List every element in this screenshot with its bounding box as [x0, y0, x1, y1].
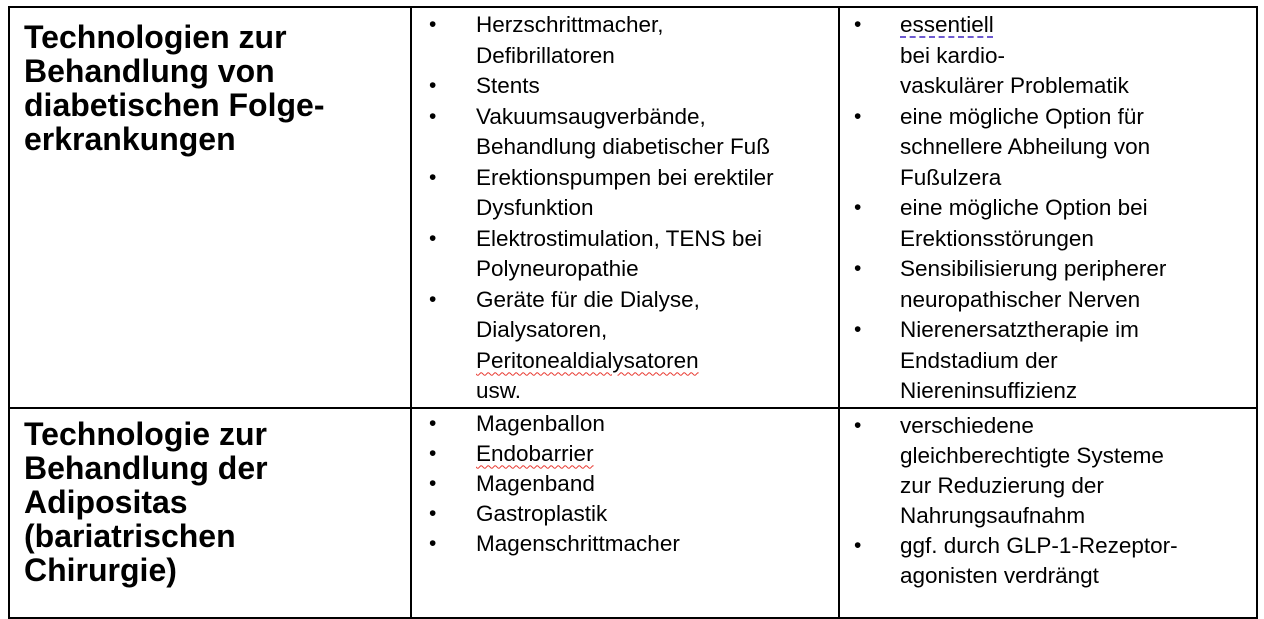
grammar-flagged-word[interactable]: • essentiell: [900, 12, 994, 37]
list-item: [412, 71, 838, 102]
table-row-diabetic-complications: [9, 7, 1257, 408]
technology-list: [412, 409, 838, 559]
list-item-line-spellcheck: [476, 439, 838, 469]
list-item-line: Nahrungsaufnahm: [900, 502, 1086, 528]
notes-cell: [839, 408, 1257, 618]
technologies-cell: [411, 408, 839, 618]
list-item-line: • verschiedene: [900, 412, 1034, 438]
list-item: [840, 102, 1256, 194]
list-item-line: Dysfunktion: [476, 195, 594, 220]
technologies-cell: [411, 7, 839, 408]
list-item-line: Dialysatoren,: [476, 317, 608, 342]
heading-line: Technologie zur: [24, 415, 267, 452]
list-item-line: • Magenschrittmacher: [476, 530, 680, 556]
list-item: [412, 102, 838, 163]
list-item-line: Polyneuropathie: [476, 256, 639, 281]
list-item-line: • eine mögliche Option für: [900, 103, 1144, 129]
misspelled-word[interactable]: Peritonealdialysatoren: [476, 347, 699, 373]
list-item: [840, 193, 1256, 254]
list-item: [840, 531, 1256, 591]
list-item: [412, 10, 838, 71]
misspelled-word[interactable]: • Endobarrier: [476, 440, 594, 466]
heading-line: Chirurgie): [24, 551, 177, 588]
heading-line: diabetischen Folge-: [24, 87, 325, 123]
list-item-line: • Magenband: [476, 470, 595, 496]
heading-line: erkrankungen: [24, 121, 236, 157]
heading-line: Behandlung von: [24, 53, 275, 89]
heading-cell: [9, 408, 411, 618]
list-item-line: • Herzschrittmacher,: [476, 12, 664, 37]
table-row-obesity: [9, 408, 1257, 618]
list-item-line: zur Reduzierung der: [900, 472, 1104, 498]
list-item: [412, 409, 838, 439]
list-item-line: • Gastroplastik: [476, 500, 608, 526]
notes-list: [840, 8, 1256, 407]
heading-line: Technologien zur: [24, 19, 287, 55]
list-item-line: • eine mögliche Option bei: [900, 195, 1148, 220]
technology-table: [8, 6, 1258, 619]
list-item-line: schnellere Abheilung von: [900, 134, 1151, 159]
list-item-line: Erektionsstörungen: [900, 225, 1094, 251]
list-item: [412, 469, 838, 499]
list-item-line: neuropathischer Nerven: [900, 286, 1141, 312]
list-item: [840, 254, 1256, 315]
list-item-line: • ggf. durch GLP-1-Rezeptor-: [900, 532, 1178, 558]
heading-line: Adipositas: [24, 483, 188, 520]
notes-cell: [839, 7, 1257, 408]
list-item: [412, 439, 838, 469]
list-item-line: agonisten verdrängt: [900, 562, 1099, 588]
list-item: [412, 163, 838, 224]
list-item-line: • Nierenersatztherapie im: [900, 317, 1139, 342]
list-item-line: Fußulzera: [900, 164, 1002, 190]
list-item: [412, 529, 838, 559]
list-item-line: gleichberechtigte Systeme: [900, 442, 1164, 468]
list-item: [412, 224, 838, 285]
list-item-line: Behandlung diabetischer Fuß: [476, 134, 770, 159]
list-item-line: • Sensibilisierung peripherer: [900, 256, 1167, 281]
list-item-line: Endstadium der: [900, 347, 1058, 373]
heading-line: Behandlung der: [24, 449, 268, 486]
list-item: [840, 411, 1256, 531]
list-item-line: • Elektrostimulation, TENS bei: [476, 225, 762, 251]
list-item-line: • Stents: [476, 73, 540, 98]
list-item-line: • Erektionspumpen bei erektiler: [476, 164, 774, 190]
list-item-line-spellcheck: Peritonealdialysatoren usw.: [476, 346, 838, 407]
list-item-line: • Geräte für die Dialyse,: [476, 286, 700, 312]
list-item: [840, 315, 1256, 407]
heading-line: (bariatrischen: [24, 517, 236, 554]
list-item-line: Defibrillatoren: [476, 42, 615, 68]
list-item-line: • Vakuumsaugverbände,: [476, 103, 706, 129]
heading-cell: [9, 7, 411, 408]
notes-list: [840, 409, 1256, 591]
row-heading: [10, 8, 410, 156]
list-item: [412, 285, 838, 407]
list-item-line-grammar: • essentiell bei kardio-: [900, 10, 1256, 71]
list-item: [412, 499, 838, 529]
row-heading: [10, 409, 410, 587]
list-item-line: Niereninsuffizienz: [900, 378, 1078, 403]
technology-list: [412, 8, 838, 407]
list-item: [840, 10, 1256, 102]
list-item-line: • Magenballon: [476, 410, 605, 436]
list-item-line: vaskulärer Problematik: [900, 73, 1129, 98]
